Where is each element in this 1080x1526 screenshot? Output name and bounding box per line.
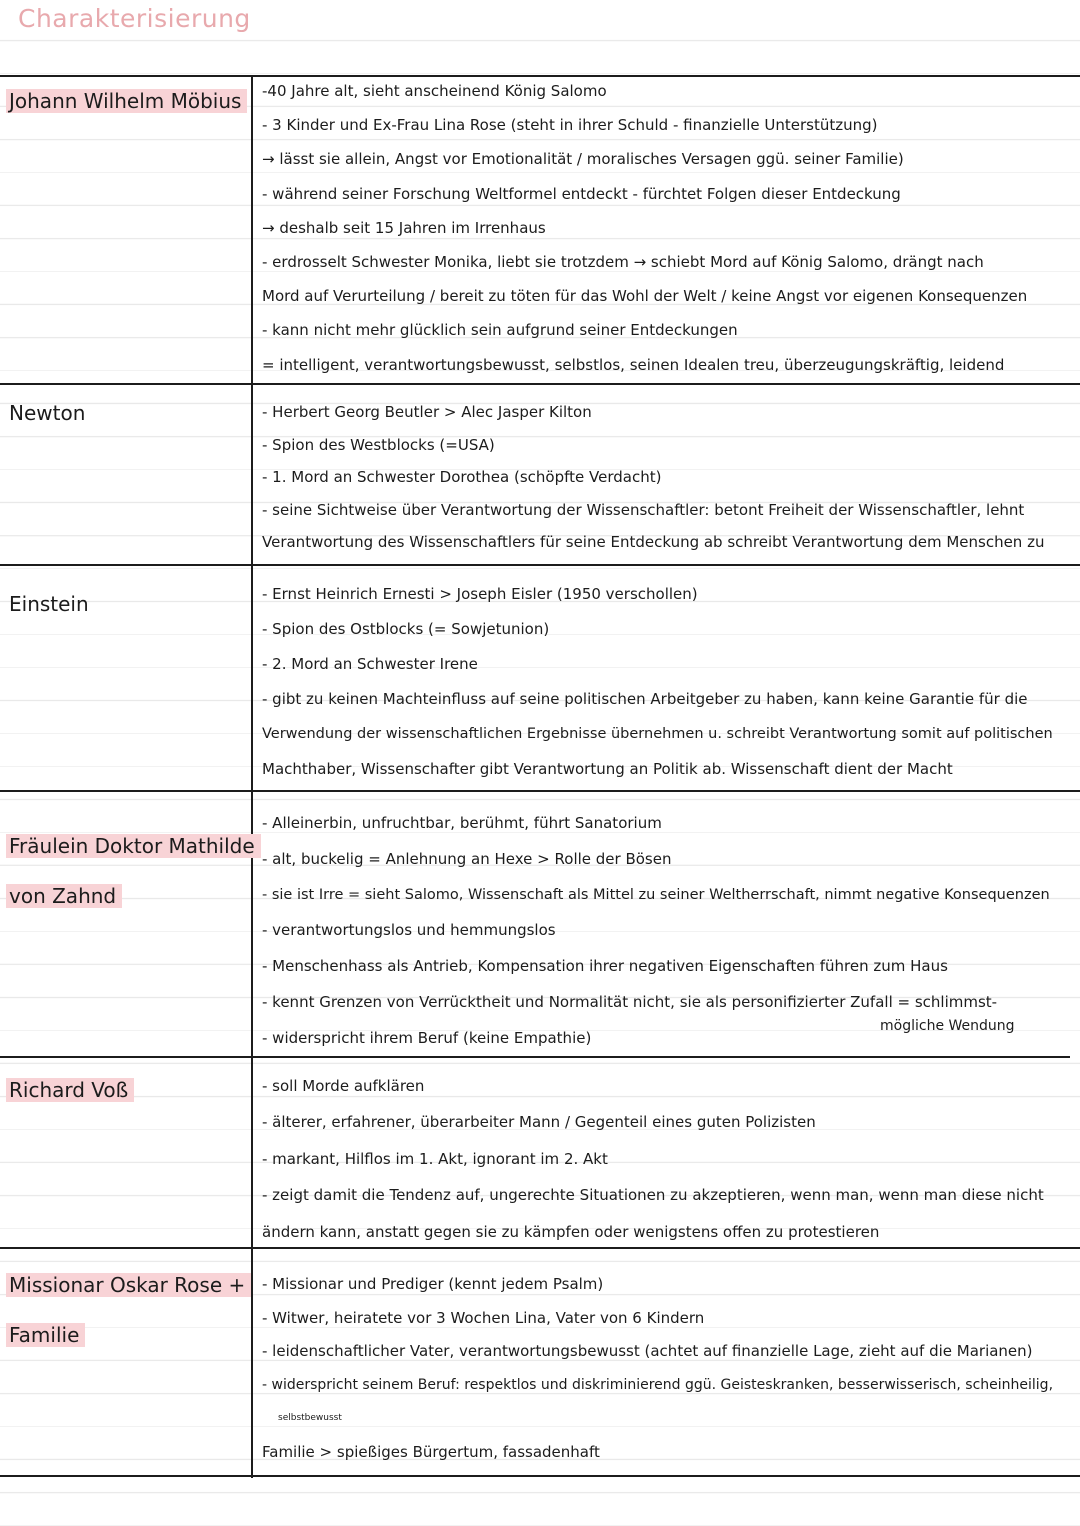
note-line: - erdrosselt Schwester Monika, liebt sie trotzdem → schiebt Mord auf König Salomo, drängt nach bbox=[262, 253, 984, 272]
row-divider bbox=[0, 1056, 1070, 1058]
note-line: - 2. Mord an Schwester Irene bbox=[262, 655, 478, 673]
character-notes bbox=[262, 1068, 1062, 1250]
page-title: Charakterisierung bbox=[18, 4, 251, 33]
character-name bbox=[6, 579, 95, 629]
note-line: Mord auf Verurteilung / bereit zu töten für das Wohl der Welt / keine Angst vor eigenen Konsequenzen bbox=[262, 287, 1028, 306]
character-name-line: Einstein bbox=[9, 592, 89, 616]
character-notes bbox=[262, 1268, 1062, 1470]
note-line: - kann nicht mehr glücklich sein aufgrund seiner Entdeckungen bbox=[262, 321, 738, 340]
note-line: - zeigt damit die Tendenz auf, ungerechte Situationen zu akzeptieren, wenn man, wenn man diese nicht bbox=[262, 1186, 1044, 1205]
note-line: - widerspricht seinem Beruf: respektlos und diskriminierend ggü. Geisteskranken, besserwisserisch, scheinheilig, bbox=[262, 1376, 1054, 1393]
character-name-line: Johann Wilhelm Möbius bbox=[6, 89, 247, 113]
character-name bbox=[6, 388, 91, 438]
note-line: - verantwortungslos und hemmungslos bbox=[262, 921, 556, 940]
character-name bbox=[6, 1260, 251, 1360]
note-line: - leidenschaftlicher Vater, verantwortungsbewusst (achtet auf finanzielle Lage, zieht auf die Marianen) bbox=[262, 1342, 1033, 1361]
character-name-line: Familie bbox=[6, 1323, 85, 1347]
note-line: - 1. Mord an Schwester Dorothea (schöpfte Verdacht) bbox=[262, 468, 662, 486]
note-line: - Alleinerbin, unfruchtbar, berühmt, führt Sanatorium bbox=[262, 814, 662, 832]
note-line: Verantwortung des Wissenschaftlers für seine Entdeckung ab schreibt Verantwortung dem Menschen zu bbox=[262, 533, 1045, 551]
note-line: - während seiner Forschung Weltformel entdeckt - fürchtet Folgen dieser Entdeckung bbox=[262, 184, 901, 203]
character-name bbox=[6, 76, 247, 126]
note-line: - Herbert Georg Beutler > Alec Jasper Kilton bbox=[262, 403, 592, 421]
note-line: Machthaber, Wissenschafter gibt Verantwortung an Politik ab. Wissenschaft dient der Macht bbox=[262, 760, 953, 778]
character-name-line: Newton bbox=[9, 401, 86, 425]
note-line: = intelligent, verantwortungsbewusst, selbstlos, seinen Idealen treu, überzeugungskräftig, leidend bbox=[262, 355, 1005, 374]
character-name-line: Missionar Oskar Rose + bbox=[6, 1273, 251, 1297]
note-line: - widerspricht ihrem Beruf (keine Empathie) bbox=[262, 1028, 592, 1047]
note-line: - alt, buckelig = Anlehnung an Hexe > Rolle der Bösen bbox=[262, 849, 672, 868]
character-name-line: Richard Voß bbox=[6, 1078, 134, 1102]
table-column-divider bbox=[251, 76, 253, 1478]
row-divider bbox=[0, 564, 1080, 566]
character-name-line: von Zahnd bbox=[6, 884, 122, 908]
table-bottom-border bbox=[0, 1475, 1080, 1477]
note-line: selbstbewusst bbox=[278, 1413, 342, 1424]
note-line: → lässt sie allein, Angst vor Emotionalität / moralisches Versagen ggü. seiner Familie) bbox=[262, 150, 904, 169]
note-line: ändern kann, anstatt gegen sie zu kämpfen oder wenigstens offen zu protestieren bbox=[262, 1222, 880, 1241]
note-line: - seine Sichtweise über Verantwortung der Wissenschaftler: betont Freiheit der Wissenschaftler, lehnt bbox=[262, 500, 1025, 519]
note-line: - kennt Grenzen von Verrücktheit und Normalität nicht, sie als personifizierter Zufall = schlimmst- bbox=[262, 992, 998, 1011]
note-line: - älterer, erfahrener, überarbeiter Mann / Gegenteil eines guten Polizisten bbox=[262, 1113, 816, 1132]
note-line: - Spion des Ostblocks (= Sowjetunion) bbox=[262, 620, 550, 638]
note-aside: mögliche Wendung bbox=[880, 1018, 1015, 1034]
note-line: -40 Jahre alt, sieht anscheinend König Salomo bbox=[262, 82, 607, 100]
character-notes bbox=[262, 396, 1062, 559]
note-line: - 3 Kinder und Ex-Frau Lina Rose (steht in ihrer Schuld - finanzielle Unterstützung) bbox=[262, 116, 878, 135]
note-line: - Missionar und Prediger (kennt jedem Psalm) bbox=[262, 1275, 604, 1293]
note-line: - markant, Hilflos im 1. Akt, ignorant im 2. Akt bbox=[262, 1149, 608, 1168]
character-name bbox=[6, 1065, 134, 1115]
row-divider bbox=[0, 790, 1080, 792]
character-name-line: Fräulein Doktor Mathilde bbox=[6, 834, 261, 858]
note-line: - Menschenhass als Antrieb, Kompensation ihrer negativen Eigenschaften führen zum Haus bbox=[262, 957, 948, 976]
note-line: - gibt zu keinen Machteinfluss auf seine politischen Arbeitgeber zu haben, kann keine Garantie für die bbox=[262, 690, 1028, 708]
row-divider bbox=[0, 383, 1080, 385]
character-notes bbox=[262, 577, 1062, 787]
character-name bbox=[6, 821, 261, 921]
note-line: → deshalb seit 15 Jahren im Irrenhaus bbox=[262, 218, 546, 237]
note-line: - soll Morde aufklären bbox=[262, 1077, 425, 1095]
note-line: - sie ist Irre = sieht Salomo, Wissenschaft als Mittel zu seiner Weltherrschaft, nimmt negative Konsequenzen bbox=[262, 886, 1050, 903]
row-divider bbox=[0, 1247, 1080, 1249]
note-line: - Ernst Heinrich Ernesti > Joseph Eisler (1950 verschollen) bbox=[262, 585, 698, 603]
note-line: - Witwer, heiratete vor 3 Wochen Lina, Vater von 6 Kindern bbox=[262, 1308, 705, 1327]
note-line: Familie > spießiges Bürgertum, fassadenhaft bbox=[262, 1442, 600, 1461]
note-line: Verwendung der wissenschaftlichen Ergebnisse übernehmen u. schreibt Verantwortung somit auf politischen bbox=[262, 726, 1053, 742]
character-notes bbox=[262, 74, 1062, 382]
note-line: - Spion des Westblocks (=USA) bbox=[262, 435, 495, 454]
